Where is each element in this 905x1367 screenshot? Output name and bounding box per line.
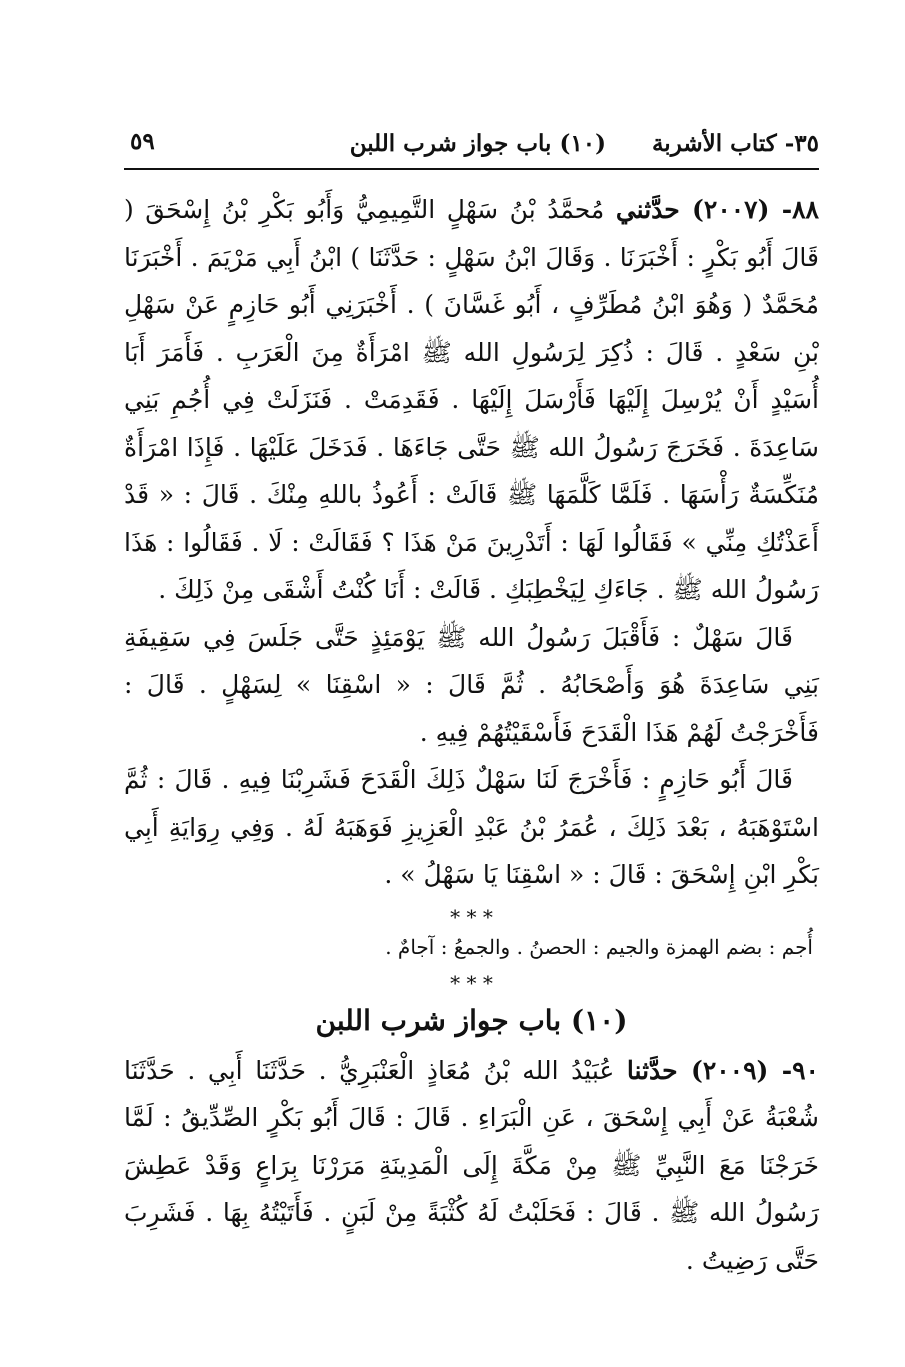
hadith-number: ٨٨- (٢٠٠٧) حدَّثني (615, 195, 819, 224)
hadith-88-abu-hazim-paragraph (124, 756, 819, 899)
hadith-88-paragraph (124, 186, 819, 614)
hadith-text: عُبَيْدُ الله بْنُ مُعَاذٍ الْعَنْبَرِيُّ . حَدَّثَنَا أَبِي . حَدَّثَنَا شُعْبَةُ عَنْ أَبِي إِسْحَقَ ، عَنِ الْبَرَاءِ . قَالَ : قَالَ أَبُو بَكْرٍ الصِّدِّيقُ : لَمَّا خَرَجْنَا مَعَ النَّبِيِّ ﷺ مِنْ مَكَّةَ إِلَى الْمَدِينَةِ مَرَرْنَا بِرَاعٍ وَقَدْ عَطِشَ رَسُولُ الله ﷺ . قَالَ : فَحَلَبْتُ لَهُ كُثْبَةً مِنْ لَبَنٍ . فَأَتَيْتُهُ بِهَا . فَشَرِبَ حَتَّى رَضِيتُ . (124, 1055, 819, 1275)
hadith-text: مُحمَّدُ بْنُ سَهْلٍ التَّمِيمِيُّ وَأَبُو بَكْرِ بْنُ إِسْحَقَ ( قَالَ أَبُو بَكْرٍ : أَخْبَرَنَا . وَقَالَ ابْنُ سَهْلٍ : حَدَّثَنَا ) ابْنُ أَبِي مَرْيَمَ . أَخْبَرَنَا مُحَمَّدٌ ( وَهُوَ ابْنُ مُطَرِّفٍ ، أَبُو غَسَّانَ ) . أَخْبَرَنِي أَبُو حَازِمٍ عَنْ سَهْلِ بْنِ سَعْدٍ . قَالَ : ذُكِرَ لِرَسُولِ الله ﷺ امْرَأَةٌ مِنَ الْعَرَبِ . فَأَمَرَ أَبَا أُسَيْدٍ أَنْ يُرْسِلَ إِلَيْهَا فَأَرْسَلَ إِلَيْهَا . فَقَدِمَتْ . فَنَزَلَتْ فِي أُجُمِ بَنِي سَاعِدَةَ . فَخَرَجَ رَسُولُ الله ﷺ حَتَّى جَاءَهَا . فَدَخَلَ عَلَيْهَا . فَإِذَا امْرَأَةٌ مُنَكِّسَةٌ رَأْسَهَا . فَلَمَّا كَلَّمَهَا ﷺ قَالَتْ : أَعُوذُ باللهِ مِنْكَ . قَالَ : « قَدْ أَعَذْتُكِ مِنِّي » فَقَالُوا لَهَا : أَتَدْرِينَ مَنْ هَذَا ؟ فَقَالَتْ : لَا . فَقَالُوا : هَذَا رَسُولُ الله ﷺ . جَاءَكِ لِيَخْطِبَكِ . قَالَتْ : أَنَا كُنْتُ أَشْقَى مِنْ ذَلِكَ . (124, 195, 819, 604)
hadith-88-sahl-paragraph (124, 614, 819, 757)
page-body (124, 186, 819, 1284)
paragraph-text: قَالَ أَبُو حَازِمٍ : فَأَخْرَجَ لَنَا سَهْلٌ ذَلِكَ الْقَدَحَ فَشَرِبْنَا فِيهِ . قَالَ : ثُمَّ اسْتَوْهَبَهُ ، بَعْدَ ذَلِكَ ، عُمَرُ بْنُ عَبْدِ الْعَزِيزِ فَوَهَبَهُ لَهُ . وَفِي رِوَايَةِ أَبِي بَكْرِ ابْنِ إِسْحَقَ : قَالَ : « اسْقِنَا يَا سَهْلُ » . (124, 765, 819, 889)
running-header (124, 118, 819, 170)
separator-stars: * * * (450, 904, 493, 929)
hadith-90-paragraph (124, 1047, 819, 1285)
chapter-heading: (١٠) باب جواز شرب اللبن (315, 1003, 628, 1037)
separator-stars: * * * (450, 970, 493, 995)
footnote: أُجم : بضم الهمزة والجيم : الحصنُ . والجمعُ : آجامٌ . (385, 934, 813, 959)
paragraph-text: قَالَ سَهْلٌ : فَأَقْبَلَ رَسُولُ الله ﷺ يَوْمَئِذٍ حَتَّى جَلَسَ فِي سَقِيفَةِ بَنِي سَاعِدَةَ هُوَ وَأَصْحَابُهُ . ثُمَّ قَالَ : « اسْقِنَا » لِسَهْلٍ . قَالَ : فَأَخْرَجْتُ لَهُمْ هَذَا الْقَدَحَ فَأَسْقَيْتُهُمْ فِيهِ . (124, 622, 819, 747)
header-book-title: ٣٥- كتاب الأشربة (651, 129, 819, 157)
page-number: ٥٩ (130, 128, 155, 155)
header-chapter-title: (١٠) باب جواز شرب اللبن (349, 129, 606, 157)
hadith-number: ٩٠- (٢٠٠٩) حدَّثنا (626, 1055, 819, 1085)
